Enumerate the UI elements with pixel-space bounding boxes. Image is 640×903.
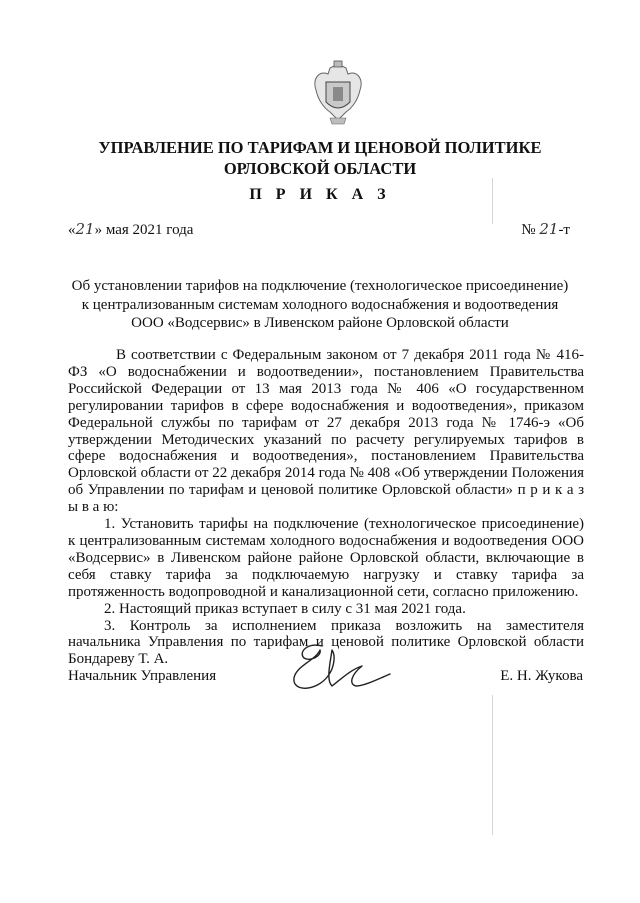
handwritten-signature: [282, 630, 392, 700]
document-number: [521, 220, 570, 239]
subject-line-1: Об установлении тарифов на подключение (технологическое присоединение): [71, 278, 569, 294]
date-day-handwritten: 21: [75, 220, 95, 238]
org-line-1: УПРАВЛЕНИЕ ПО ТАРИФАМ И ЦЕНОВОЙ ПОЛИТИКЕ: [98, 138, 542, 157]
order-point-1: 1. Установить тарифы на подключение (технологическое присоединение) к централизованным системам холодного водоснабжения и водоотведения ООО «Водсервис» в Ливенском районе районе Орловской области, включающие в себя ставку тарифа за подключаемую нагрузку и ставку тарифа за протяженность водопроводной и канализационной сети, согласно приложению.: [68, 516, 584, 600]
order-point-3: 3. Контроль за исполнением приказа возложить на заместителя начальника Управления по тарифам и ценовой политике Орловской области Бондареву Т. А.: [68, 617, 584, 668]
date-open-quote: «: [68, 222, 76, 238]
number-prefix: №: [521, 222, 540, 238]
document-subject: [40, 277, 600, 333]
document-body: [68, 347, 584, 668]
number-suffix: -т: [558, 222, 570, 238]
date-month-year: » мая 2021 года: [94, 222, 194, 238]
paper-crease: [492, 695, 493, 835]
order-point-2: 2. Настоящий приказ вступает в силу с 31 мая 2021 года.: [104, 600, 466, 617]
signer-position: Начальник Управления: [68, 668, 217, 684]
signer-name: Е. Н. Жукова: [500, 668, 583, 684]
document-type-title: П Р И К А З: [249, 186, 391, 203]
coat-of-arms-emblem: [310, 60, 366, 126]
preamble-paragraph: В соответствии с Федеральным законом от 7 декабря 2011 года № 416-ФЗ «О водоснабжении и водоотведении», постановлением Правительства Российской Федерации от 13 мая 2013 года № 406 «О государственном регулировании тарифов в сфере водоснабжения и водоотведения», приказом Федеральной службы по тарифам от 27 декабря 2013 года № 1746-э «Об утверждении Методических указаний по расчету регулируемых тарифов в сфере водоснабжения и водоотведения», постановлением Правительства Орловской области от 22 декабря 2014 года № 408 «Об утверждении Положения об Управлении по тарифам и ценовой политике Орловской области» п р и к а з ы в а ю:: [68, 347, 584, 516]
subject-line-3: ООО «Водсервис» в Ливенском районе Орловской области: [131, 315, 509, 331]
organization-name: [40, 137, 600, 179]
subject-line-2: к централизованным системам холодного водоснабжения и водоотведения: [81, 296, 559, 313]
paper-crease: [492, 178, 493, 224]
number-handwritten: 21: [539, 220, 559, 238]
document-date: [68, 220, 193, 239]
org-line-2: ОРЛОВСКОЙ ОБЛАСТИ: [223, 159, 417, 178]
